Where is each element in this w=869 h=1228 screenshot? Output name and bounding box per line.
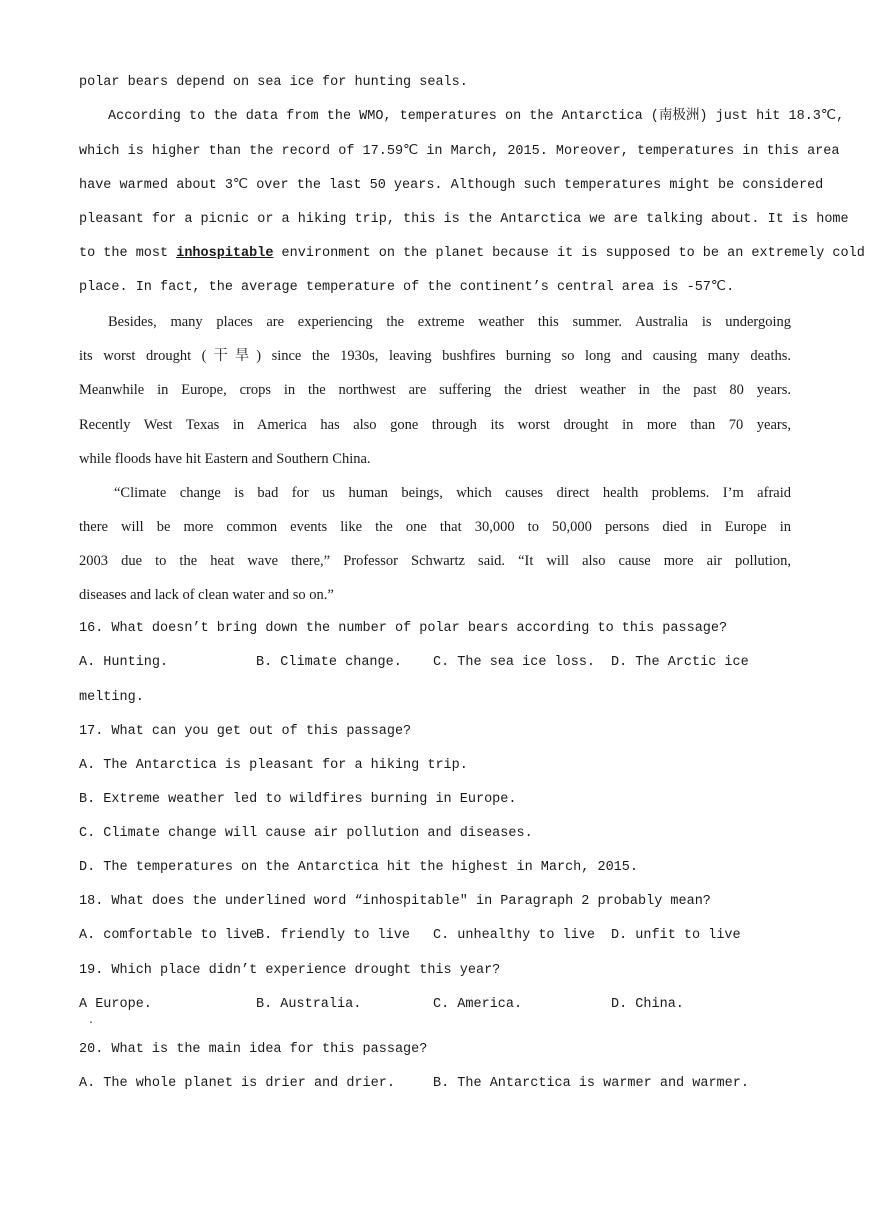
paragraph-4-line: there will be more common events like the one that 30,000 to 50,000 persons died in Europe in [79, 519, 791, 535]
question-19-option-b: B. Australia. [256, 997, 362, 1012]
paragraph-2-line [79, 244, 865, 264]
paragraph-4-line: diseases and lack of clean water and so on.” [79, 587, 334, 603]
question-18-stem: 18. What does the underlined word “inhospitable″ in Paragraph 2 probably mean? [79, 894, 711, 909]
question-20-stem: 20. What is the main idea for this passage? [79, 1042, 428, 1057]
paragraph-2-line: pleasant for a picnic or a hiking trip, this is the Antarctica we are talking about. It is home [79, 212, 849, 227]
question-16-option-a: A. Hunting. [79, 655, 169, 670]
question-19-option-c: C. America. [433, 997, 523, 1012]
question-16-option-d-continued: melting. [79, 690, 144, 705]
stray-dot-mark: . [88, 1016, 95, 1027]
question-19-option-a: A Europe. [79, 997, 152, 1012]
paragraph-3-line: while floods have hit Eastern and Southern China. [79, 451, 371, 467]
question-17-option-a: A. The Antarctica is pleasant for a hiking trip. [79, 758, 468, 773]
passage-line: polar bears depend on sea ice for hunting seals. [79, 75, 468, 90]
question-17-option-b: B. Extreme weather led to wildfires burning in Europe. [79, 792, 517, 807]
question-18-option-c: C. unhealthy to live [433, 928, 596, 943]
question-20-option-b: B. The Antarctica is warmer and warmer. [433, 1076, 749, 1091]
question-20-option-a: A. The whole planet is drier and drier. [79, 1076, 395, 1091]
question-18-option-b: B. friendly to live [256, 928, 410, 943]
paragraph-2-text: to the most [79, 246, 177, 261]
question-16-option-b: B. Climate change. [256, 655, 402, 670]
paragraph-4-line: 2003 due to the heat wave there,” Professor Schwartz said. “It will also cause more air pollution, [79, 553, 791, 569]
paragraph-3-line: Meanwhile in Europe, crops in the northwest are suffering the driest weather in the past 80 years. [79, 382, 791, 398]
question-19-option-d: D. China. [611, 997, 684, 1012]
question-17-stem: 17. What can you get out of this passage? [79, 724, 412, 739]
question-16-option-c: C. The sea ice loss. [433, 655, 596, 670]
question-18-option-d: D. unfit to live [611, 928, 741, 943]
paragraph-2-text: environment on the planet because it is supposed to be an extremely cold [273, 246, 865, 261]
question-16-option-d: D. The Arctic ice [611, 655, 749, 670]
question-17-option-c: C. Climate change will cause air pollution and diseases. [79, 826, 533, 841]
underlined-word-inhospitable: inhospitable [176, 246, 274, 261]
question-19-stem: 19. Which place didn’t experience drought this year? [79, 963, 501, 978]
paragraph-2-line: According to the data from the WMO, temperatures on the Antarctica (南极洲) just hit 18.3℃, [108, 109, 845, 124]
paragraph-2-line: which is higher than the record of 17.59℃ in March, 2015. Moreover, temperatures in this area [79, 144, 840, 159]
question-17-option-d: D. The temperatures on the Antarctica hit the highest in March, 2015. [79, 860, 638, 875]
paragraph-3-line: Besides, many places are experiencing the extreme weather this summer. Australia is undergoing [108, 314, 791, 330]
paragraph-2-line: have warmed about 3℃ over the last 50 years. Although such temperatures might be considered [79, 178, 824, 193]
paragraph-3-line: its worst drought (干旱) since the 1930s, leaving bushfires burning so long and causing many deaths. [79, 348, 791, 364]
paragraph-3-line: Recently West Texas in America has also gone through its worst drought in more than 70 years, [79, 417, 791, 433]
question-16-stem: 16. What doesn’t bring down the number of polar bears according to this passage? [79, 621, 728, 636]
paragraph-4-line: “Climate change is bad for us human beings, which causes direct health problems. I’m afraid [114, 485, 791, 501]
question-18-option-a: A. comfortable to live [79, 928, 258, 943]
paragraph-2-line: place. In fact, the average temperature of the continent’s central area is -57℃. [79, 280, 735, 295]
